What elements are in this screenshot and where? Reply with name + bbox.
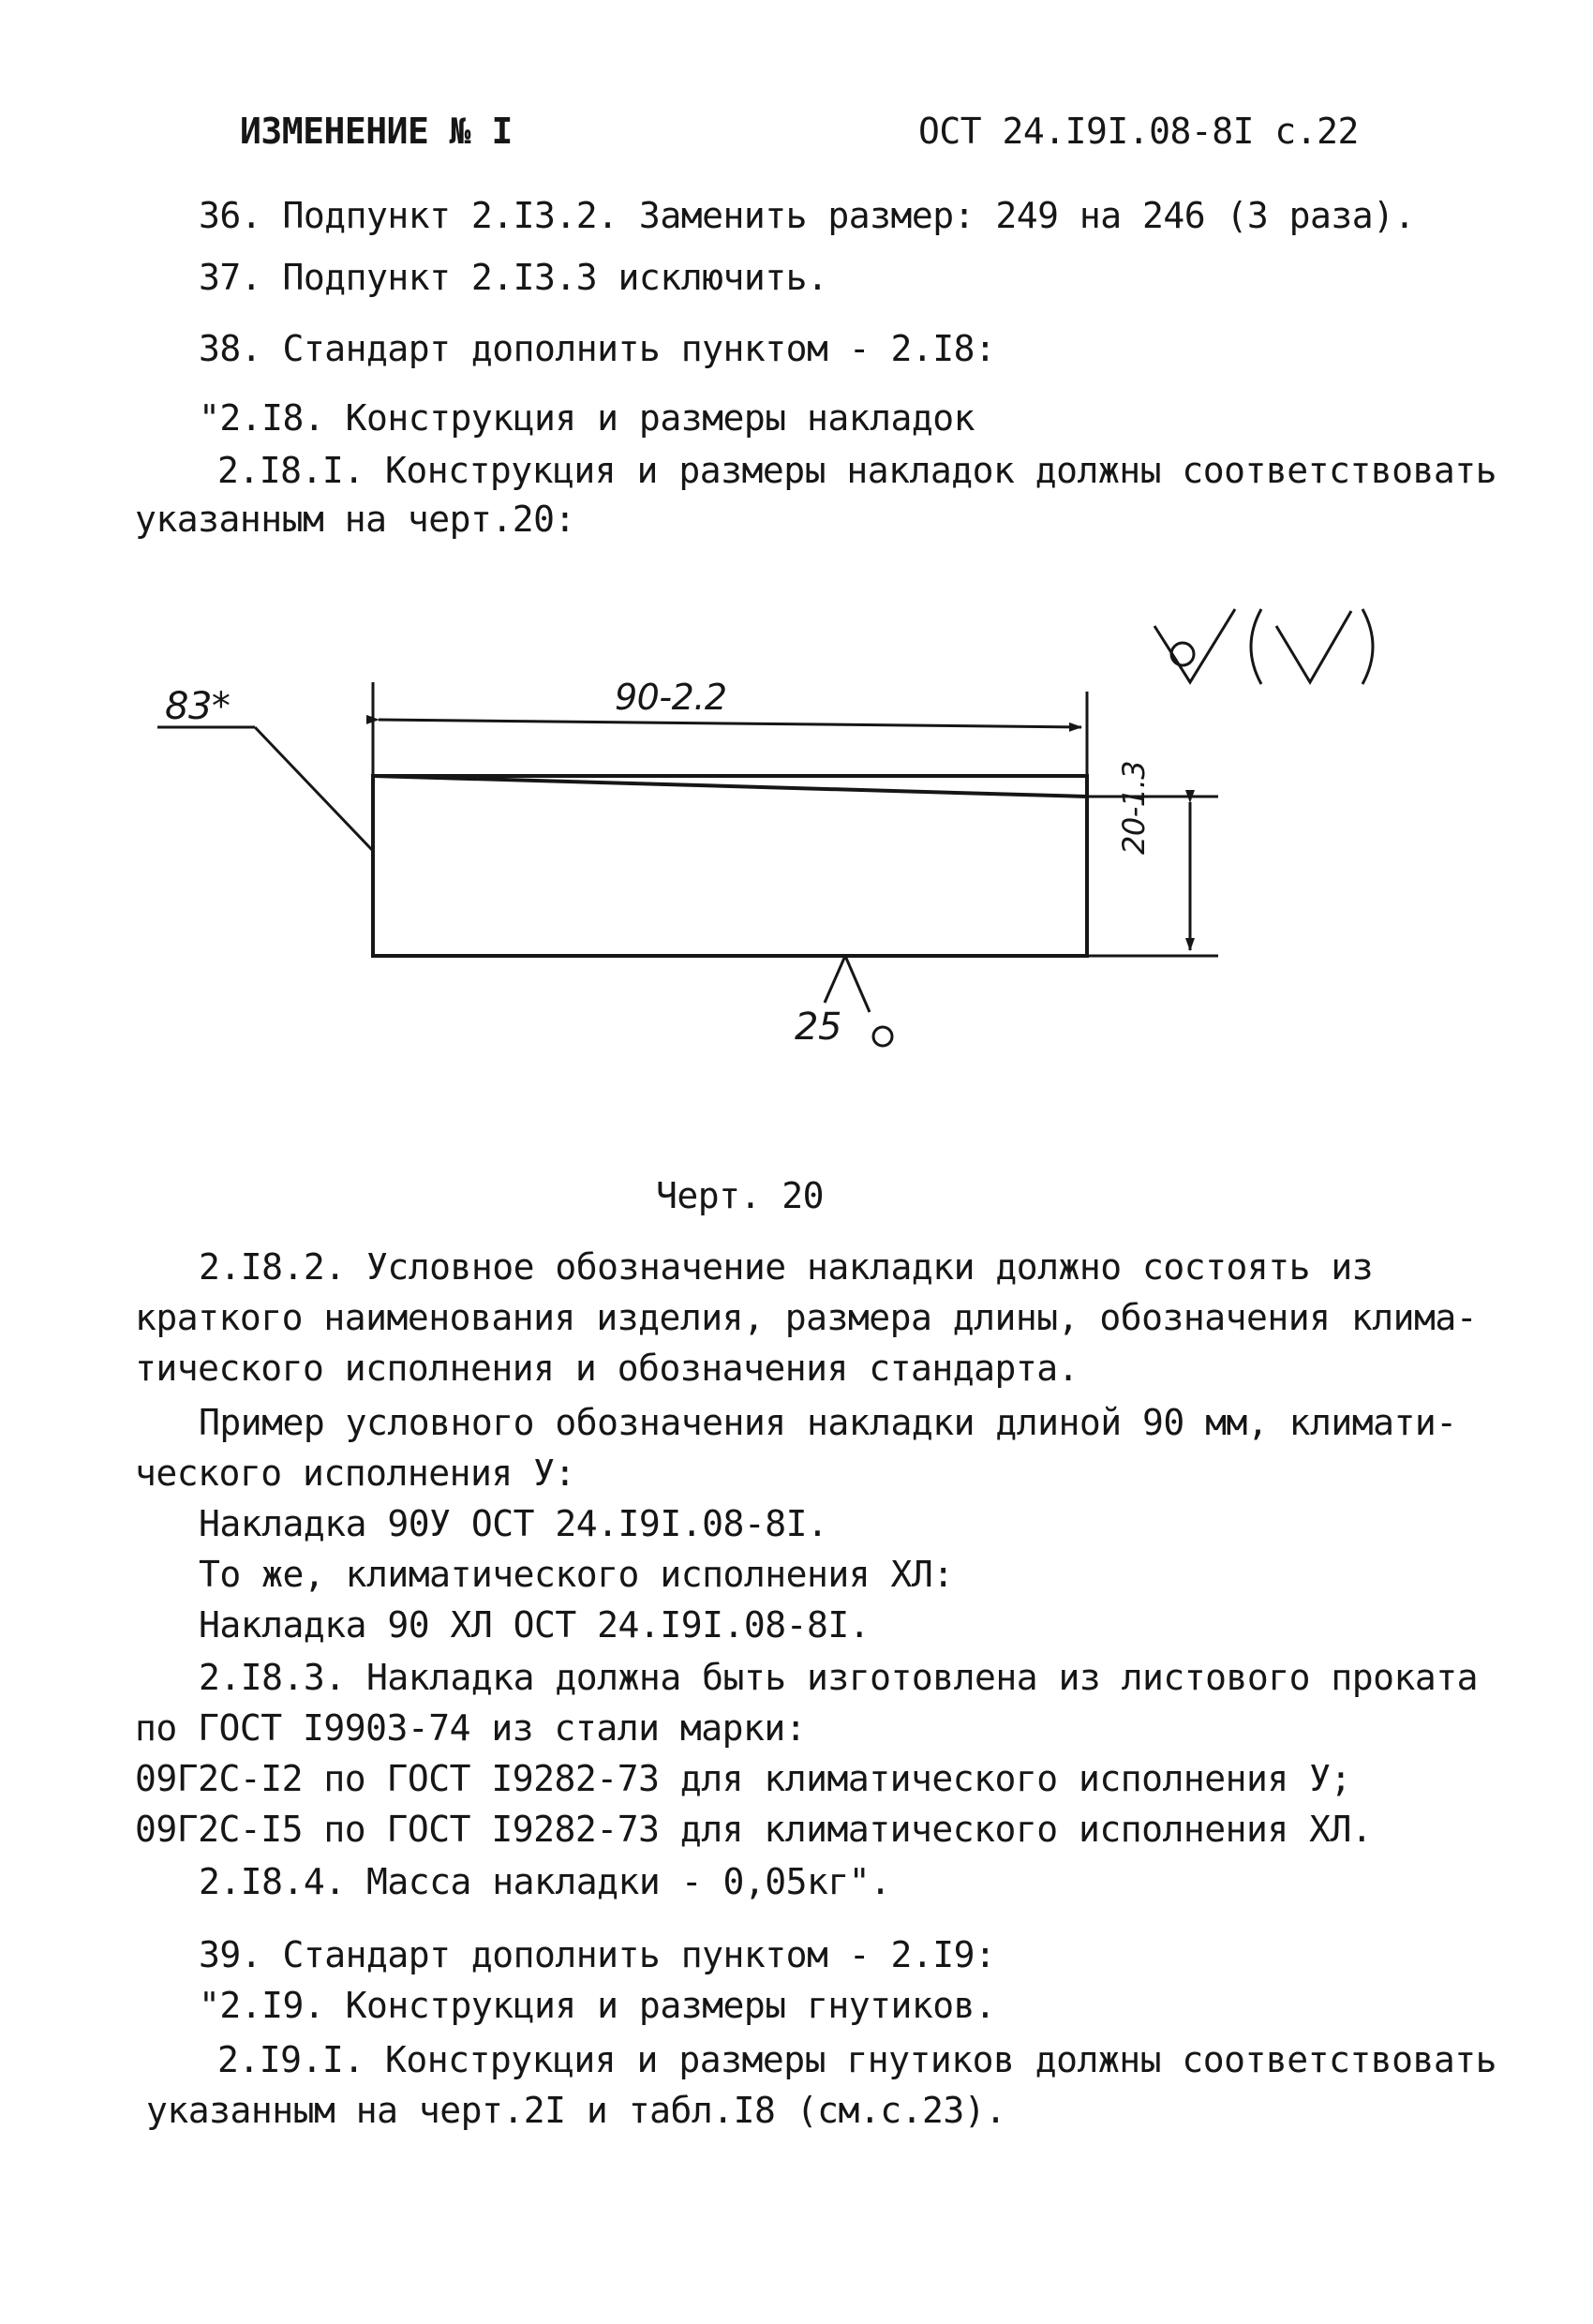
section-2-18-title: "2.I8. Конструкция и размеры накладок xyxy=(199,397,975,439)
plate-edge-line xyxy=(373,776,1087,797)
para-2-19-1-line2: указанным на черт.2I и табл.I8 (см.с.23). xyxy=(146,2090,1006,2131)
item-37: 37. Подпункт 2.I3.3 исключить. xyxy=(199,257,828,298)
part-leader-line xyxy=(255,727,373,851)
surface-mark-label: 25 xyxy=(795,1006,841,1049)
length-dimension-line xyxy=(379,720,1081,727)
para-2-18-2-line1: 2.I8.2. Условное обозначение накладки должно состоять из xyxy=(199,1246,1374,1288)
para-2-18-1-line2: указанным на черт.20: xyxy=(135,499,575,540)
item-36: 36. Подпункт 2.I3.2. Заменить размер: 249 на 246 (3 раза). xyxy=(199,195,1415,236)
part-label: 83* xyxy=(165,685,231,728)
surface-mark-left-leg xyxy=(825,956,845,1003)
standard-page-ref: ОСТ 24.I9I.08-8I с.22 xyxy=(918,111,1359,152)
para-2-18-1-line1: 2.I8.I. Конструкция и размеры накладок должны соответствовать xyxy=(217,450,1497,491)
example-line3: Накладка 90У ОСТ 24.I9I.08-8I. xyxy=(199,1503,828,1544)
drawing-overlay-plate xyxy=(0,0,1593,1106)
item-39: 39. Стандарт дополнить пунктом - 2.I9: xyxy=(199,1934,996,1975)
para-2-18-2-line2: краткого наименования изделия, размера длины, обозначения клима- xyxy=(135,1297,1478,1338)
roughness-check-symbol xyxy=(1154,609,1235,682)
roughness-paren-right xyxy=(1362,609,1373,684)
drawing-caption: Черт. 20 xyxy=(656,1175,825,1216)
example-line5: Накладка 90 ХЛ ОСТ 24.I9I.08-8I. xyxy=(199,1604,871,1646)
para-2-18-3-line2: по ГОСТ I9903-74 из стали марки: xyxy=(135,1707,807,1749)
section-2-19-title: "2.I9. Конструкция и размеры гнутиков. xyxy=(199,1985,996,2026)
roughness-check-symbol-inner xyxy=(1276,611,1351,682)
roughness-circle xyxy=(1171,643,1194,665)
plate-outline xyxy=(373,776,1087,956)
example-line2: ческого исполнения У: xyxy=(135,1452,575,1494)
example-line1: Пример условного обозначения накладки длиной 90 мм, климати- xyxy=(199,1402,1457,1443)
para-2-18-3-line4: 09Г2С-I5 по ГОСТ I9282-73 для климатического исполнения ХЛ. xyxy=(135,1809,1373,1850)
para-2-19-1-line1: 2.I9.I. Конструкция и размеры гнутиков должны соответствовать xyxy=(217,2039,1497,2080)
example-line4: То же, климатического исполнения ХЛ: xyxy=(199,1554,954,1595)
para-2-18-2-line3: тического исполнения и обозначения стандарта. xyxy=(135,1348,1079,1389)
para-2-18-3-line3: 09Г2С-I2 по ГОСТ I9282-73 для климатического исполнения У; xyxy=(135,1758,1351,1799)
roughness-paren-left xyxy=(1251,609,1261,684)
item-38: 38. Стандарт дополнить пунктом - 2.I8: xyxy=(199,328,996,369)
surface-mark-right-leg xyxy=(845,956,870,1012)
surface-mark-circle xyxy=(873,1027,892,1046)
change-notice-label: ИЗМЕНЕНИЕ № I xyxy=(240,111,513,152)
para-2-18-4: 2.I8.4. Масса накладки - 0,05кг". xyxy=(199,1861,891,1902)
length-dimension-label: 90-2.2 xyxy=(615,677,727,718)
para-2-18-3-line1: 2.I8.3. Накладка должна быть изготовлена из листового проката xyxy=(199,1657,1479,1698)
height-dimension-label: 20-1.3 xyxy=(1116,760,1152,855)
